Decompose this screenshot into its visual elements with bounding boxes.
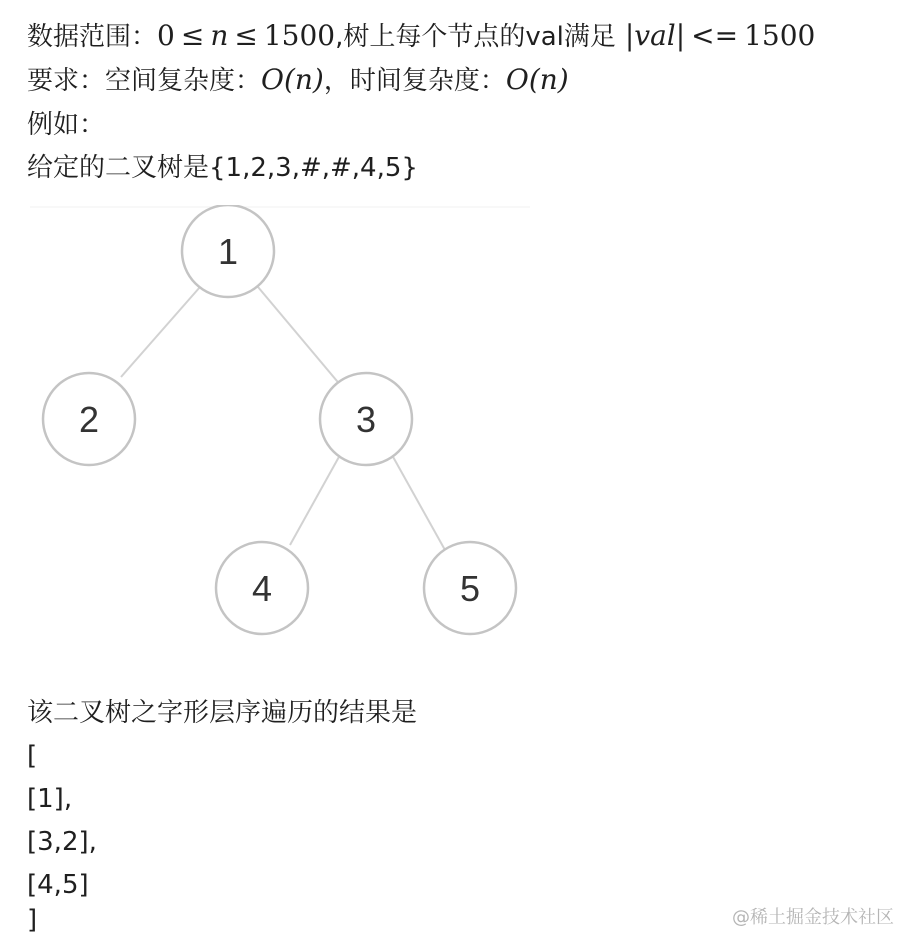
complexity-line xyxy=(27,63,569,98)
result-open-bracket: [ xyxy=(27,741,38,771)
range-suffix: ,树上每个节点的val满足 xyxy=(335,22,616,52)
complexity-prefix: 要求：空间复杂度： xyxy=(27,66,262,96)
result-row: [1], xyxy=(27,784,73,814)
watermark: @稀土掘金技术社区 xyxy=(732,907,894,928)
result-intro: 该二叉树之字形层序遍历的结果是 xyxy=(27,698,418,728)
binary-tree-diagram xyxy=(20,205,535,645)
svg-text:2: 2 xyxy=(78,399,100,440)
svg-text:1: 1 xyxy=(217,231,239,272)
svg-text:4: 4 xyxy=(251,568,273,609)
tree-node-2 xyxy=(43,373,135,465)
edge-1-2 xyxy=(121,287,200,377)
edge-3-5 xyxy=(392,455,445,550)
complexity-sep: ，时间复杂度： xyxy=(323,66,506,96)
space-complexity: O(n) xyxy=(261,63,324,96)
given-tree-text: 给定的二叉树是{1,2,3,#,#,4,5} xyxy=(27,153,418,183)
val-formula: |val| <= 1500 xyxy=(624,19,816,52)
result-row: [3,2], xyxy=(27,827,97,857)
range-formula: 0 ≤ n ≤ 1500 xyxy=(157,19,336,52)
svg-text:5: 5 xyxy=(459,568,481,609)
result-row: [4,5] xyxy=(27,870,89,900)
tree-node-1 xyxy=(182,205,274,297)
tree-node-5 xyxy=(424,542,516,634)
tree-node-3 xyxy=(320,373,412,465)
constraint-line xyxy=(27,19,815,54)
result-close-bracket: ] xyxy=(27,905,38,935)
tree-svg xyxy=(20,205,535,645)
svg-text:3: 3 xyxy=(355,399,377,440)
edge-1-3 xyxy=(258,287,342,387)
range-label: 数据范围： xyxy=(27,22,158,52)
edge-3-4 xyxy=(290,455,340,545)
example-label: 例如： xyxy=(27,110,106,140)
tree-node-4 xyxy=(216,542,308,634)
time-complexity: O(n) xyxy=(505,63,569,96)
